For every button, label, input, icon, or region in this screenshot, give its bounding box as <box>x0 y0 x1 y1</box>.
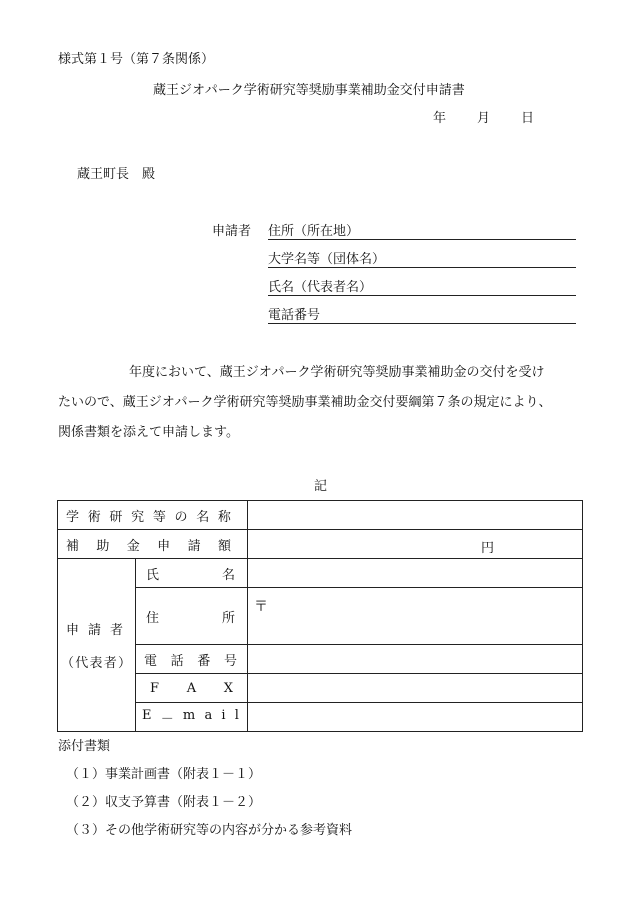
body-line-1: 年度において、蔵王ジオパーク学術研究等奨励事業補助金の交付を受け <box>129 365 545 380</box>
body-line-3: 関係書類を添えて申請します。 <box>58 425 239 440</box>
research-name-label <box>58 501 248 530</box>
ki-heading: 記 <box>314 479 328 494</box>
label-char: 名 <box>221 567 235 583</box>
label-char: （ <box>61 656 75 671</box>
label-char: 請 <box>187 538 201 554</box>
phone-row <box>58 645 583 674</box>
label-char: 称 <box>217 509 231 525</box>
label-char: ） <box>117 656 131 671</box>
representative-name-row <box>58 559 583 588</box>
label-char: 者 <box>103 656 117 671</box>
applicant-university-label: 大学名等（団体名） <box>268 252 386 267</box>
applicant-name-label: 氏名（代表者名） <box>268 280 373 295</box>
label-char: 者 <box>109 623 123 638</box>
postal-mark: 〒 <box>254 599 268 615</box>
label-char: A <box>186 680 197 696</box>
label-char: 所 <box>221 610 235 626</box>
applicant-group-label <box>58 559 136 732</box>
label-char: 等 <box>152 509 166 525</box>
yen-unit: 円 <box>481 541 495 556</box>
applicant-label: 申請者 <box>212 224 252 239</box>
address-label <box>136 588 248 645</box>
applicant-address-label: 住所（所在地） <box>268 224 360 239</box>
fax-field[interactable] <box>248 674 583 703</box>
label-char: 番 <box>197 653 211 669</box>
document-title: 蔵王ジオパーク学術研究等奨励事業補助金交付申請書 <box>153 83 465 98</box>
label-char: F <box>150 680 160 696</box>
subsidy-amount-row <box>58 530 583 559</box>
label-char: の <box>174 509 188 525</box>
attachment-item: （３）その他学術研究等の内容が分かる参考資料 <box>66 823 353 838</box>
research-name-field[interactable] <box>248 501 583 530</box>
label-char: 代 <box>75 656 89 671</box>
label-char: 術 <box>87 509 101 525</box>
applicant-phone-label: 電話番号 <box>268 308 321 323</box>
address-row <box>58 588 583 645</box>
subsidy-amount-field[interactable] <box>248 530 583 559</box>
label-char: 号 <box>223 653 237 669</box>
label-char: － <box>160 711 174 727</box>
address-field[interactable] <box>248 588 583 645</box>
phone-label <box>136 645 248 674</box>
label-char: 学 <box>66 509 80 525</box>
label-char: 表 <box>89 656 103 671</box>
phone-field[interactable] <box>248 645 583 674</box>
label-char: 額 <box>217 538 231 554</box>
addressee: 蔵王町長 殿 <box>77 167 156 182</box>
subsidy-amount-label <box>58 530 248 559</box>
label-char: i <box>221 707 226 723</box>
label-char: 研 <box>109 509 123 525</box>
label-char: 申 <box>66 623 80 638</box>
applicant-phone-line[interactable] <box>268 323 576 324</box>
label-char: 住 <box>146 610 160 626</box>
date-day: 日 <box>521 111 535 126</box>
body-line-2: たいので、蔵王ジオパーク学術研究等奨励事業補助金交付要綱第７条の規定により、 <box>58 395 552 410</box>
label-char: 金 <box>126 538 140 554</box>
label-char: 請 <box>87 623 101 638</box>
email-field[interactable] <box>248 703 583 732</box>
label-char: X <box>223 680 233 696</box>
fax-label <box>136 674 248 703</box>
attachment-item: （２）収支予算書（附表１－２） <box>66 795 262 810</box>
date-month: 月 <box>477 111 491 126</box>
label-char: 電 <box>144 653 158 669</box>
label-char: m <box>182 707 196 723</box>
fax-row <box>58 674 583 703</box>
label-char: l <box>234 707 239 723</box>
form-number: 様式第１号（第７条関係） <box>58 52 215 67</box>
label-char: 申 <box>157 538 171 554</box>
attachment-item: （１）事業計画書（附表１－１） <box>66 767 262 782</box>
applicant-university-line[interactable] <box>268 267 576 268</box>
label-char: 補 <box>66 538 80 554</box>
application-table <box>57 500 583 732</box>
applicant-name-line[interactable] <box>268 295 576 296</box>
label-char: a <box>204 707 213 723</box>
email-label <box>136 703 248 732</box>
name-label <box>136 559 248 588</box>
attachments-heading: 添付書類 <box>58 739 111 754</box>
applicant-address-line[interactable] <box>268 239 576 240</box>
date-year: 年 <box>433 111 447 126</box>
label-char: 名 <box>196 509 210 525</box>
label-char: 助 <box>96 538 110 554</box>
label-char: E <box>142 707 152 723</box>
research-name-row <box>58 501 583 530</box>
name-field[interactable] <box>248 559 583 588</box>
label-char: 話 <box>170 653 184 669</box>
email-row <box>58 703 583 732</box>
label-char: 氏 <box>146 567 160 583</box>
label-char: 究 <box>131 509 145 525</box>
